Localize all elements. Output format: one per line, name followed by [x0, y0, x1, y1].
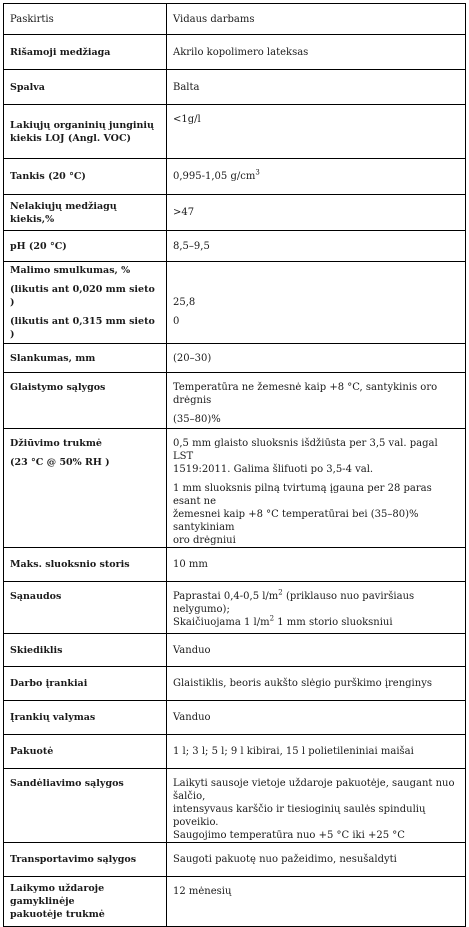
row-value: 1 l; 3 l; 5 l; 9 l kibirai, 15 l polietileniniai maišai [167, 735, 466, 769]
value-line: žemesnei kaip +8 °C temperatūrai bei (35–80)% santykiniam [173, 509, 419, 533]
row-value [167, 582, 466, 634]
row-value: Glaistiklis, beoris aukšto slėgio purškimo įrenginys [167, 667, 466, 701]
value-line [173, 590, 459, 616]
table-row [4, 735, 466, 769]
table-row [4, 4, 466, 35]
value-text: 1 mm storio sluoksniui [277, 617, 393, 628]
row-label: Rišamoji medžiaga [4, 35, 167, 70]
row-label [4, 877, 167, 927]
spec-table-container [3, 3, 465, 927]
row-value: >47 [167, 195, 466, 231]
row-value: 8,5–9,5 [167, 231, 466, 262]
superscript: 3 [255, 168, 260, 177]
value-text: (priklauso nuo paviršiaus nelygumo); [173, 591, 415, 615]
value-line: 0,5 mm glaisto sluoksnis išdžiūsta per 3,5 val. pagal LST [173, 438, 438, 462]
value-line: oro drėgniui [173, 535, 236, 546]
label-line: Laikymo uždaroje gamyklinėje [10, 883, 105, 907]
value-line: intensyvaus karščio ir tiesioginių saulės spindulių poveikio. [173, 804, 426, 828]
row-label [4, 429, 167, 548]
value-line: Laikyti sausoje vietoje uždaroje pakuotėje, saugant nuo šalčio, [173, 778, 455, 802]
row-value: Saugoti pakuotę nuo pažeidimo, nesušaldyti [167, 843, 466, 877]
table-row [4, 231, 466, 262]
technical-spec-table [3, 3, 466, 927]
label-line: (23 °C @ 50% RH ) [10, 457, 110, 468]
value-line: (35–80)% [173, 414, 221, 425]
table-row [4, 877, 466, 927]
row-value [167, 429, 466, 548]
row-label: Pakuotė [4, 735, 167, 769]
table-row [4, 667, 466, 701]
table-row [4, 843, 466, 877]
value-line: Saugojimo temperatūra nuo +5 °C iki +25 °C [173, 830, 405, 841]
table-row [4, 429, 466, 548]
superscript: 2 [278, 588, 283, 597]
row-label [4, 262, 167, 344]
superscript: 2 [269, 614, 275, 623]
row-label: Skiediklis [4, 634, 167, 667]
row-value: Vanduo [167, 701, 466, 735]
table-row [4, 105, 466, 159]
row-value [167, 159, 466, 195]
value-line: 25,8 [173, 296, 196, 308]
row-label: Paskirtis [4, 4, 167, 35]
table-row [4, 634, 466, 667]
table-row [4, 373, 466, 429]
table-row [4, 195, 466, 231]
row-label [4, 105, 167, 159]
table-row [4, 582, 466, 634]
row-label: Sąnaudos [4, 582, 167, 634]
label-line: Džiūvimo trukmė [10, 438, 102, 449]
value-line: 1519:2011. Galima šlifuoti po 3,5-4 val. [173, 464, 374, 475]
label-line: kiekis LOJ (Angl. VOC) [10, 132, 132, 144]
table-row [4, 262, 466, 344]
value-line: Temperatūra ne žemesnė kaip +8 °C, santykinis oro drėgnis [173, 382, 438, 406]
row-label: Įrankių valymas [4, 701, 167, 735]
row-value: Vidaus darbams [167, 4, 466, 35]
row-value: 12 mėnesių [167, 877, 466, 927]
label-line: Lakiųjų organinių junginių [10, 119, 154, 131]
row-label: Spalva [4, 70, 167, 105]
row-value: Akrilo kopolimero lateksas [167, 35, 466, 70]
row-value [167, 769, 466, 843]
row-label: Maks. sluoksnio storis [4, 548, 167, 582]
table-row [4, 701, 466, 735]
row-value [167, 373, 466, 429]
row-value: Vanduo [167, 634, 466, 667]
row-value: <1g/l [167, 105, 466, 159]
row-value: 10 mm [167, 548, 466, 582]
row-label: Sandėliavimo sąlygos [4, 769, 167, 843]
value-text: Skaičiuojama 1 l/m [173, 617, 270, 628]
table-row [4, 548, 466, 582]
value-text: 0,995-1,05 g/cm [173, 171, 256, 182]
table-row [4, 159, 466, 195]
value-text: Paprastai 0,4-0,5 l/m [173, 591, 279, 602]
row-label: Slankumas, mm [4, 344, 167, 373]
label-line: Malimo smulkumas, % [10, 265, 131, 276]
row-label: Nelakiųjų medžiagų kiekis,% [4, 195, 167, 231]
table-row [4, 70, 466, 105]
value-line: 0 [173, 315, 180, 327]
label-line: pakuotėje trukmė [10, 909, 105, 920]
value-line: 1 mm sluoksnis pilną tvirtumą įgauna per 28 paras esant ne [173, 483, 432, 507]
row-value [167, 262, 466, 344]
row-label: Transportavimo sąlygos [4, 843, 167, 877]
row-value: (20–30) [167, 344, 466, 373]
row-label: pH (20 °C) [4, 231, 167, 262]
table-row [4, 344, 466, 373]
row-label: Tankis (20 °C) [4, 159, 167, 195]
label-line: (likutis ant 0,020 mm sieto ) [10, 284, 155, 308]
row-label: Glaistymo sąlygos [4, 373, 167, 429]
table-row [4, 769, 466, 843]
value-line [173, 616, 459, 629]
table-row [4, 35, 466, 70]
label-line: (likutis ant 0,315 mm sieto ) [10, 316, 155, 340]
row-value: Balta [167, 70, 466, 105]
row-label: Darbo įrankiai [4, 667, 167, 701]
